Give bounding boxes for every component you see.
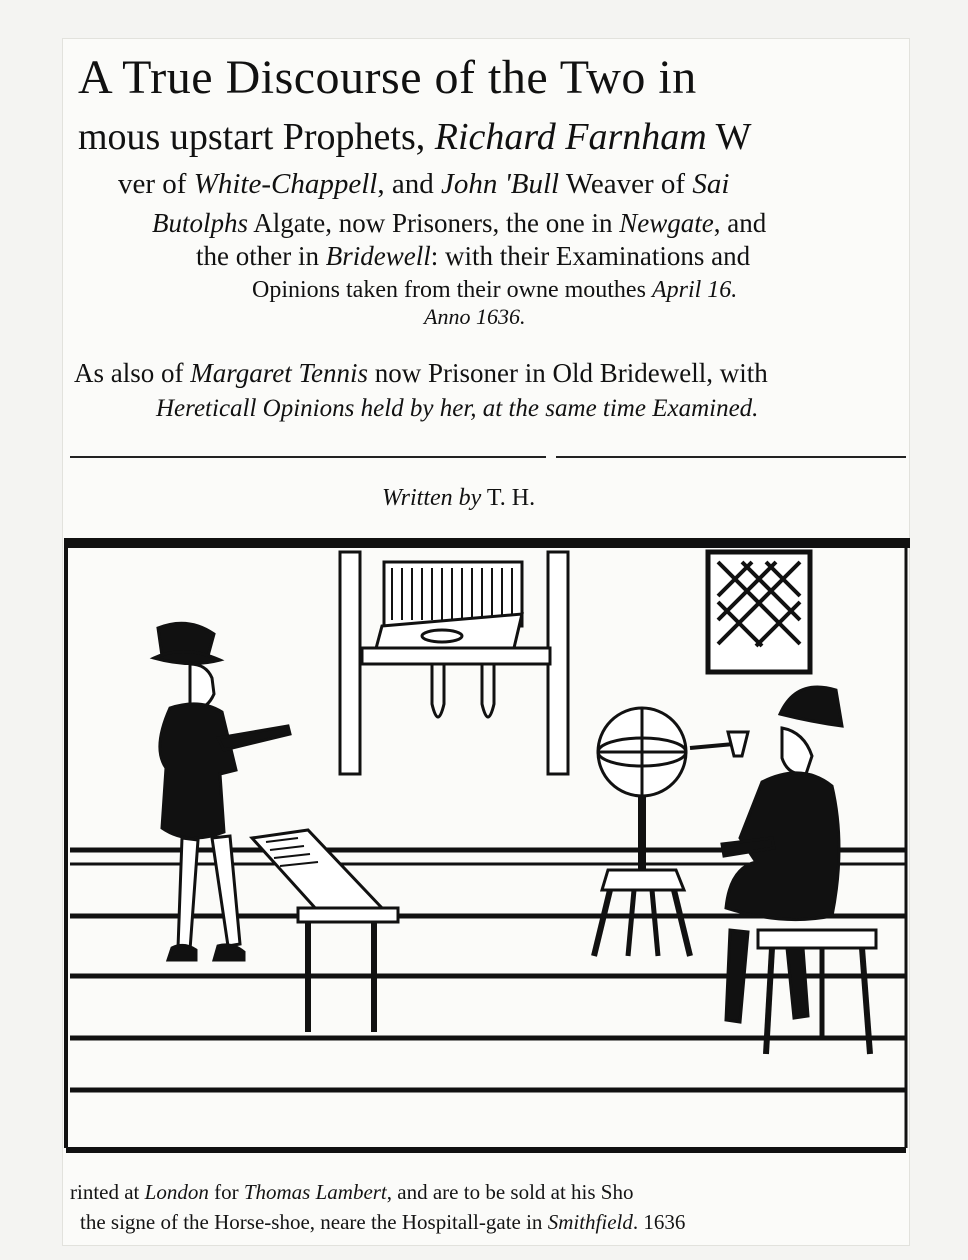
woodcut-illustration bbox=[62, 538, 910, 1168]
title-text: Weaver of bbox=[559, 168, 693, 200]
place-newgate: Newgate bbox=[619, 208, 714, 238]
subtitle-text: As also of bbox=[74, 358, 191, 388]
place-london: London bbox=[144, 1180, 209, 1204]
spinning-winder bbox=[594, 708, 748, 956]
name-richard-farnham: Richard Farnham bbox=[434, 116, 707, 158]
name-thomas-lambert: Thomas Lambert bbox=[243, 1180, 387, 1204]
imprint-text: the signe of the Horse-shoe, neare the Hospitall-gate in bbox=[80, 1210, 548, 1234]
title-text: , and bbox=[377, 168, 441, 200]
rule-left bbox=[70, 456, 546, 458]
title-text: Sai bbox=[692, 168, 730, 200]
subtitle-line-1 bbox=[74, 360, 768, 387]
place-white-chappell: White-Chappell bbox=[193, 168, 378, 200]
title-text: : with their Examinations and bbox=[430, 241, 751, 271]
title-line-1: A True Discourse of the Two in bbox=[78, 51, 697, 104]
woodcut-top-beam bbox=[64, 538, 910, 548]
imprint-text: , and are to be sold at his Sho bbox=[386, 1180, 634, 1204]
loom bbox=[340, 552, 568, 774]
imprint-text: rinted at bbox=[70, 1180, 145, 1204]
date-april: April 16. bbox=[651, 277, 738, 303]
place-bridewell: Bridewell bbox=[325, 241, 431, 271]
imprint-line-2 bbox=[80, 1212, 685, 1233]
standing-man-figure bbox=[154, 623, 290, 960]
title-line-5 bbox=[196, 243, 750, 270]
title-line-3 bbox=[118, 170, 729, 199]
imprint-line-1 bbox=[70, 1182, 634, 1203]
lectern-with-book bbox=[252, 830, 398, 1032]
lattice-window bbox=[708, 552, 810, 672]
title-line-2 bbox=[78, 118, 751, 156]
title-line-7-year: Anno 1636. bbox=[424, 304, 526, 329]
subtitle-line-2: Hereticall Opinions held by her, at the same time Examined. bbox=[156, 395, 759, 422]
byline bbox=[382, 486, 535, 510]
byline-author: T. H. bbox=[486, 485, 536, 511]
place-smithfield: Smithfield bbox=[547, 1210, 633, 1234]
title-line-6 bbox=[252, 278, 737, 302]
name-margaret-tennis: Margaret Tennis bbox=[190, 358, 369, 388]
title-text: W bbox=[706, 116, 752, 158]
place-butolphs: Butolphs bbox=[152, 208, 249, 238]
title-text: Opinions taken from their owne mouthes bbox=[252, 277, 652, 303]
byline-label: Written by bbox=[382, 485, 482, 511]
title-text: mous upstart Prophets, bbox=[78, 116, 435, 158]
subtitle-text: now Prisoner in Old Bridewell, with bbox=[368, 358, 768, 388]
title-text: , and bbox=[713, 208, 767, 238]
imprint-text: for bbox=[208, 1180, 244, 1204]
title-text: Algate, now Prisoners, the one in bbox=[248, 208, 620, 238]
title-text: ver of bbox=[118, 168, 194, 200]
name-john-bull: John 'Bull bbox=[440, 168, 560, 200]
title-text: the other in bbox=[196, 241, 326, 271]
imprint-year: . 1636 bbox=[632, 1210, 686, 1234]
rule-right bbox=[556, 456, 906, 458]
title-line-4 bbox=[152, 210, 766, 237]
